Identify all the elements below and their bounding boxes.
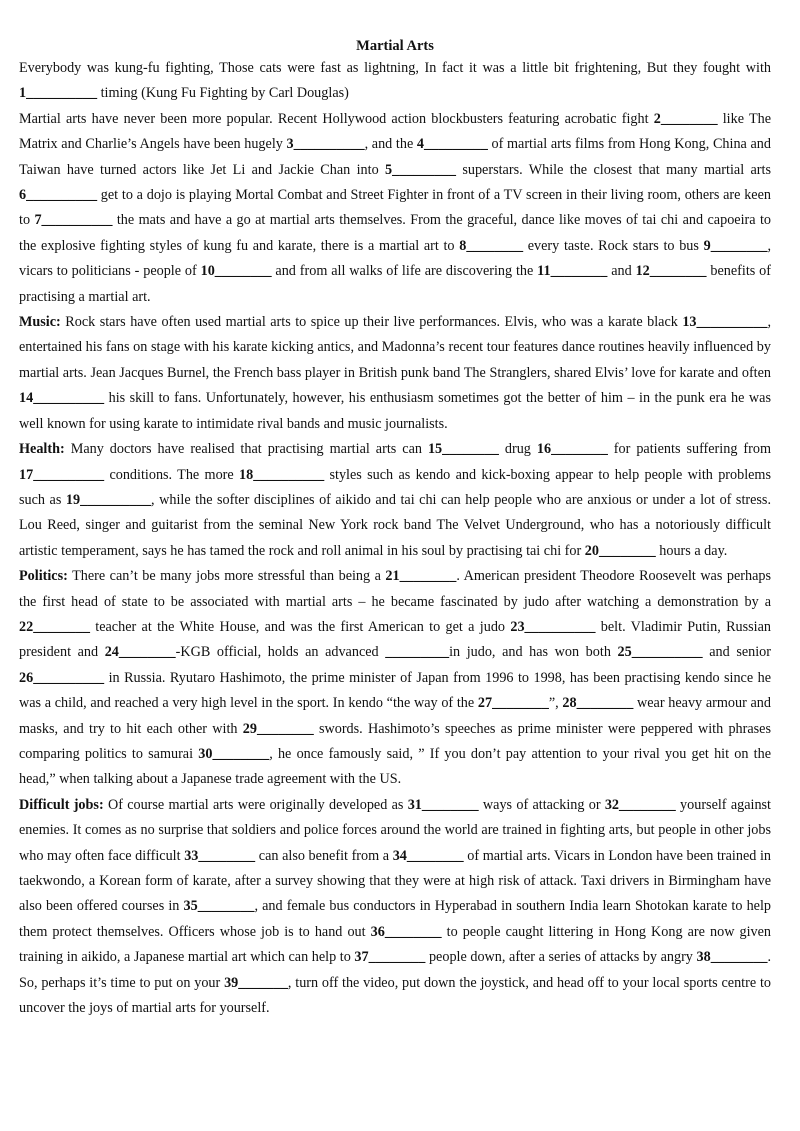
answer-blank[interactable]: 28________: [562, 695, 634, 712]
paragraph-lead: Health:: [19, 441, 65, 458]
answer-blank[interactable]: 39_______: [224, 974, 288, 991]
paragraph-lead: Politics:: [19, 568, 68, 585]
answer-blank[interactable]: 23__________: [510, 618, 596, 635]
answer-blank[interactable]: 30________: [198, 745, 270, 762]
answer-blank[interactable]: 4_________: [416, 136, 488, 153]
difficult-jobs-paragraph: [19, 793, 771, 1022]
answer-blank[interactable]: 5_________: [385, 161, 456, 178]
paragraph-text: There can’t be many jobs more stressful than being a 21________. American president Theodore Roosevelt was perhaps the first head of state to be associated with martial arts – he became fascinated by judo after watching a demonstration by a 22________ teacher at the White House, and was the first American to get a judo 23__________ belt. Vladimir Putin, Russian president and 24________-KGB official, holds an advanced _________in judo, and has won both 25__________ and senior 26__________ in Russia. Ryutaro Hashimoto, the prime minister of Japan from 1996 to 1998, has been practising kendo since he was a child, and reached a very high level in the sport. In kendo “the way of the 27________”, 28________ wear heavy armour and masks, and try to hit each other with 29________ swords. Hashimoto’s speeches as prime minister were peppered with phrases comparing politics to samurai 30________, he once famously said, ” If you don’t pay attention to your rival you get hit on the head,” when talking about a Japanese trade agreement with the US.: [19, 568, 772, 788]
answer-blank[interactable]: 10________: [200, 263, 272, 280]
answer-blank[interactable]: _________: [385, 644, 450, 661]
answer-blank[interactable]: 19__________: [65, 491, 152, 508]
paragraph-text: Rock stars have often used martial arts to spice up their live performances. Elvis, who was a karate black 13__________, entertained his fans on stage with his karate kicking antics, and Madonna’s recent tour features dance routines heavily influenced by martial arts. Jean Jacques Burnel, the French bass player in British punk band The Stranglers, shared Elvis’ love for karate and often 14__________ his skill to fans. Unfortunately, however, his enthusiasm sometimes got the better of him – in the punk era he was well known for using karate to intimidate rival bands and music journalists.: [19, 314, 771, 432]
answer-blank[interactable]: 33________: [184, 847, 256, 864]
politics-paragraph: [19, 564, 771, 793]
answer-blank[interactable]: 16________: [536, 441, 608, 458]
answer-blank[interactable]: 27________: [477, 695, 549, 712]
document-title: Martial Arts: [356, 38, 434, 54]
answer-blank[interactable]: 3__________: [286, 136, 365, 153]
answer-blank[interactable]: 38________: [696, 949, 768, 966]
health-paragraph: [19, 437, 771, 564]
paragraph-lead: Difficult jobs:: [19, 796, 104, 813]
paragraph-text: Of course martial arts were originally developed as 31________ ways of attacking or 32________ yourself against enemies. It comes as no surprise that soldiers and police forces around the world are trained in fighting arts, but people in other jobs who may often face difficult 33________ can also benefit from a 34________ of martial arts. Vicars in London have been trained in taekwondo, a Korean form of karate, after a survey showing that they were at high risk of attack. Taxi drivers in Birmingham have also been offered courses in 35________, and female bus conductors in Hyperabad in southern India learn Shotokan karate to help them protect themselves. Officers whose job is to hand out 36________ to people caught littering in Hong Kong are now given training in aikido, a Japanese martial art which can help to 37________ people down, after a series of attacks by angry 38________. So, perhaps it’s time to put on your 39_______, turn off the video, put down the joystick, and head off to your local sports centre to uncover the joys of martial arts for yourself.: [19, 796, 772, 1017]
answer-blank[interactable]: 13__________: [682, 314, 768, 331]
paragraph-text: Martial arts have never been more popular. Recent Hollywood action blockbusters featuring acrobatic fight 2________ like The Matrix and Charlie’s Angels have been hugely 3__________, and the 4_________ of martial arts films from Hong Kong, China and Taiwan have turned actors like Jet Li and Jackie Chan into 5_________ superstars. While the closest that many martial arts 6__________ get to a dojo is playing Mortal Combat and Street Fighter in front of a TV screen in their living room, others are keen to 7__________ the mats and have a go at martial arts themselves. From the graceful, dance like moves of tai chi and capoeira to the explosive fighting styles of kung fu and karate, there is a martial art to 8________ every taste. Rock stars to bus 9________, vicars to politicians - people of 10________ and from all walks of life are discovering the 11________ and 12________ benefits of practising a martial art.: [19, 110, 772, 305]
answer-blank[interactable]: 29________: [242, 720, 314, 737]
answer-blank[interactable]: 25__________: [617, 644, 703, 661]
answer-blank[interactable]: 21________: [385, 568, 457, 585]
answer-blank[interactable]: 35________: [183, 898, 255, 915]
answer-blank[interactable]: 11________: [537, 263, 608, 280]
answer-blank[interactable]: 18__________: [239, 466, 325, 483]
paragraph-lead: Music:: [19, 314, 61, 331]
answer-blank[interactable]: 26__________: [19, 669, 105, 686]
answer-blank[interactable]: 2________: [653, 110, 718, 127]
answer-blank[interactable]: 9________: [703, 237, 768, 254]
answer-blank[interactable]: 24________: [104, 644, 176, 661]
overview-paragraph: [19, 107, 771, 310]
answer-blank[interactable]: 1__________: [19, 85, 98, 102]
answer-blank[interactable]: 36________: [370, 923, 442, 940]
music-paragraph: [19, 310, 771, 437]
answer-blank[interactable]: 37________: [354, 949, 426, 966]
answer-blank[interactable]: 34________: [392, 847, 464, 864]
answer-blank[interactable]: 12________: [635, 263, 707, 280]
paragraph-text: Everybody was kung-fu fighting, Those cats were fast as lightning, In fact it was a little bit frightening, But they fought with 1__________ timing (Kung Fu Fighting by Carl Douglas): [19, 60, 771, 102]
answer-blank[interactable]: 22________: [19, 618, 90, 635]
intro-lyrics-paragraph: [19, 56, 771, 107]
answer-blank[interactable]: 32________: [604, 796, 676, 813]
answer-blank[interactable]: 7__________: [34, 212, 113, 229]
answer-blank[interactable]: 15________: [427, 441, 499, 458]
answer-blank[interactable]: 17__________: [19, 466, 105, 483]
answer-blank[interactable]: 14__________: [19, 390, 105, 407]
answer-blank[interactable]: 31________: [407, 796, 479, 813]
answer-blank[interactable]: 20________: [584, 542, 656, 559]
answer-blank[interactable]: 8________: [459, 237, 524, 254]
document-body: [19, 56, 771, 1021]
answer-blank[interactable]: 6__________: [19, 187, 98, 204]
paragraph-text: Many doctors have realised that practising martial arts can 15________ drug 16________ for patients suffering from 17__________ conditions. The more 18__________ styles such as kendo and kick-boxing appear to help people with problems such as 19__________, while the softer disciplines of aikido and tai chi can help people who are anxious or under a lot of stress. Lou Reed, singer and guitarist from the seminal New York rock band The Velvet Underground, who has a notoriously difficult artistic temperament, says he has tamed the rock and roll animal in his soul by practising tai chi for 20________ hours a day.: [19, 441, 772, 559]
